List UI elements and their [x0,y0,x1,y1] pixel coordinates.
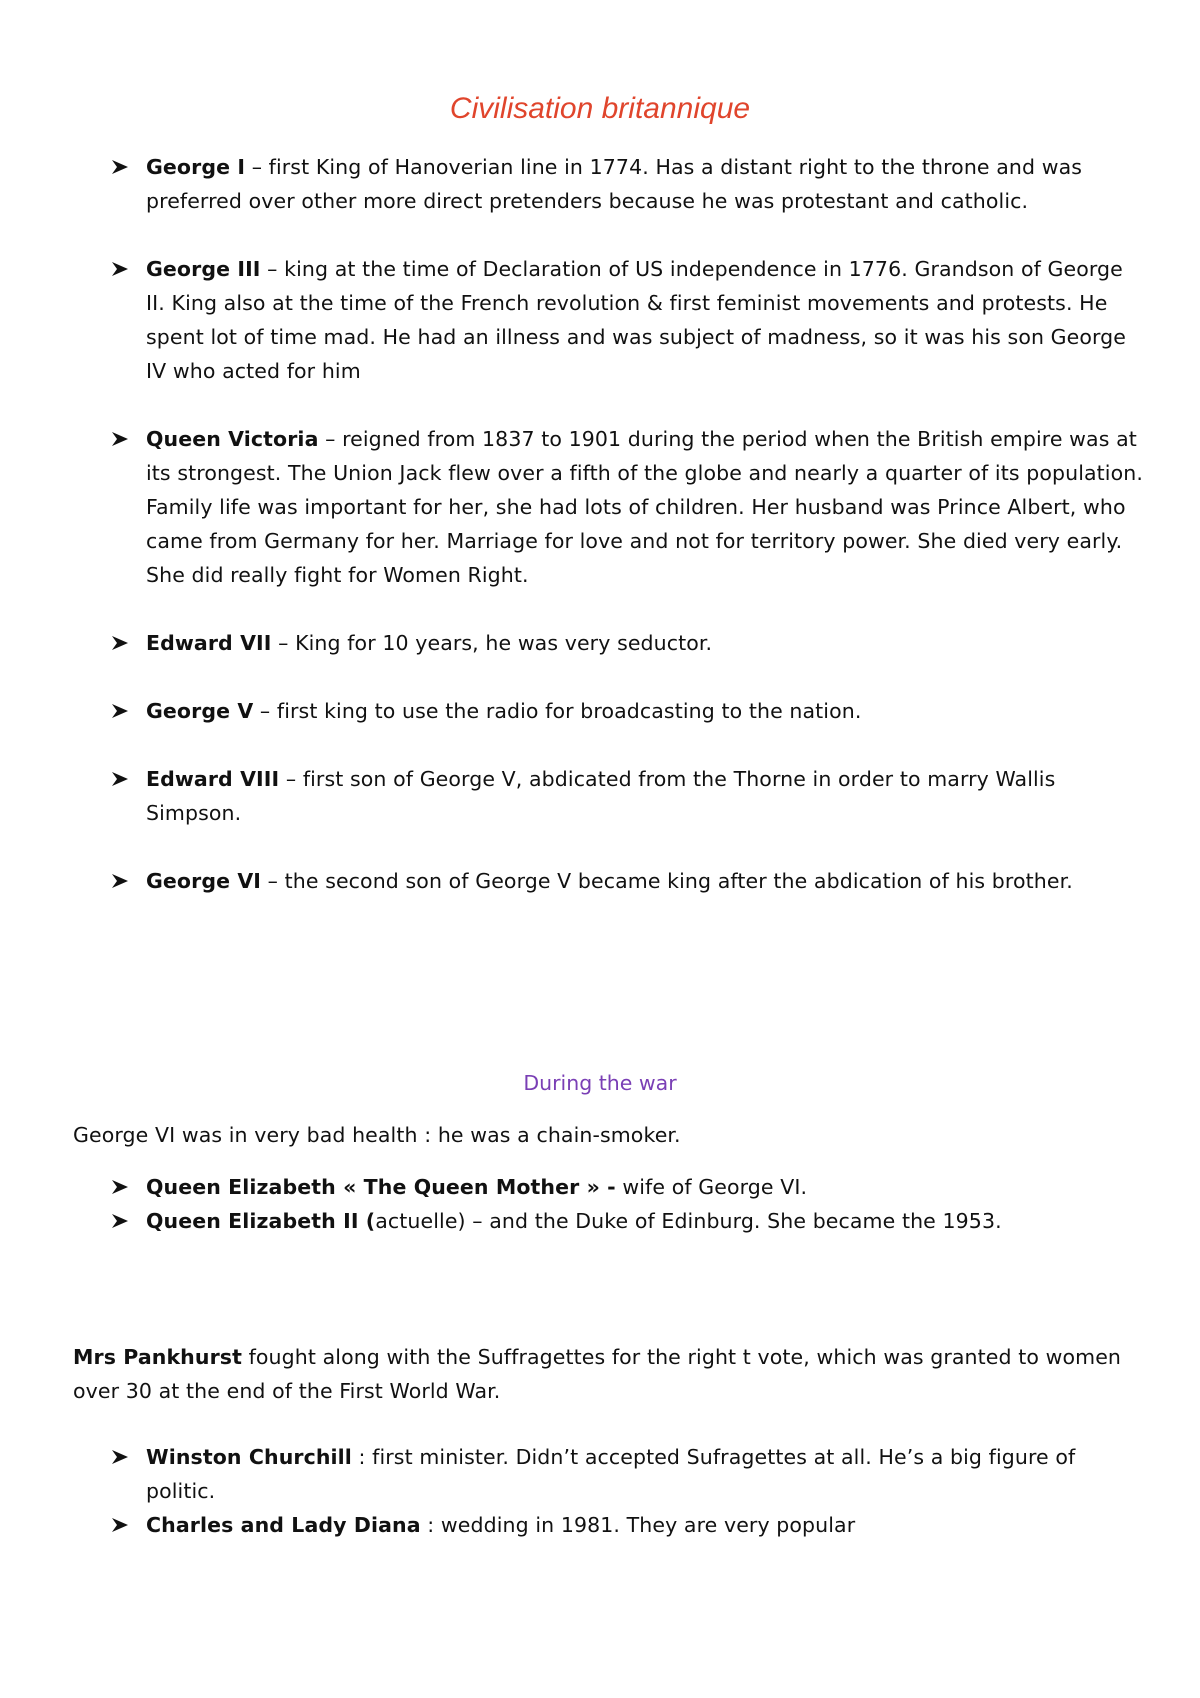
list-item [108,150,1148,218]
list-item [108,1170,1148,1204]
arrow-bullet-icon [110,261,130,277]
list-item [108,762,1148,830]
pankhurst-paragraph [73,1340,1153,1408]
item-text: – king at the time of Declaration of US independence in 1776. Grandson of George II. King also at the time of the French revolution & first feminist movements and protests. He spent lot of time mad. He had an illness and was subject of madness, so it was his son George IV who acted for him [146,257,1127,383]
list-item [108,422,1148,592]
item-name: Queen Victoria [146,427,319,451]
arrow-bullet-icon [110,159,130,175]
item-name: Edward VII [146,631,272,655]
arrow-bullet-icon [110,873,130,889]
item-name: Winston Churchill [146,1445,352,1469]
arrow-bullet-icon [110,771,130,787]
item-text: fought along with the Suffragettes for the right t vote, which was granted to women over 30 at the end of the First World War. [73,1345,1122,1403]
arrow-bullet-icon [110,635,130,651]
arrow-bullet-icon [110,1179,130,1195]
item-text: – first son of George V, abdicated from the Thorne in order to marry Wallis Simpson. [146,767,1056,825]
section-heading-war: During the war [523,1071,677,1095]
item-name: Queen Elizabeth « The Queen Mother » - [146,1175,616,1199]
item-text: – the second son of George V became king after the abdication of his brother. [261,869,1073,893]
monarchs-list [108,150,1148,898]
list-item [108,694,1148,728]
arrow-bullet-icon [110,431,130,447]
document-title: Civilisation britannique [449,92,751,125]
item-name: Charles and Lady Diana [146,1513,421,1537]
list-item [108,864,1148,898]
figures-list [108,1440,1148,1542]
item-text: : wedding in 1981. They are very popular [420,1513,856,1537]
arrow-bullet-icon [110,1213,130,1229]
arrow-bullet-icon [110,1517,130,1533]
queens-list [108,1170,1148,1238]
item-name: George V [146,699,254,723]
item-text: actuelle) – and the Duke of Edinburg. She became the 1953. [375,1209,1002,1233]
item-name: Queen Elizabeth II ( [146,1209,376,1233]
item-text: : first minister. Didn’t accepted Sufragettes at all. He’s a big figure of politic. [146,1445,1076,1503]
list-item [108,1508,1148,1542]
item-text: – first king to use the radio for broadcasting to the nation. [253,699,862,723]
item-name: George I [146,155,246,179]
item-name: Mrs Pankhurst [73,1345,242,1369]
item-text: wife of George VI. [615,1175,808,1199]
war-paragraph: George VI was in very bad health : he was a chain-smoker. [73,1123,681,1147]
item-name: Edward VIII [146,767,280,791]
list-item [108,1440,1148,1508]
list-item [108,626,1148,660]
arrow-bullet-icon [110,703,130,719]
item-text: – reigned from 1837 to 1901 during the period when the British empire was at its strongest. The Union Jack flew over a fifth of the globe and nearly a quarter of its population. Family life was important for her, she had lots of children. Her husband was Prince Albert, who came from Germany for her. Marriage for love and not for territory power. She died very early. She did really fight for Women Right. [146,427,1143,587]
item-name: George VI [146,869,262,893]
list-item [108,252,1148,388]
item-text: – King for 10 years, he was very seductor. [271,631,713,655]
arrow-bullet-icon [110,1449,130,1465]
list-item [108,1204,1148,1238]
item-text: – first King of Hanoverian line in 1774. Has a distant right to the throne and was preferred over other more direct pretenders because he was protestant and catholic. [146,155,1083,213]
item-name: George III [146,257,261,281]
